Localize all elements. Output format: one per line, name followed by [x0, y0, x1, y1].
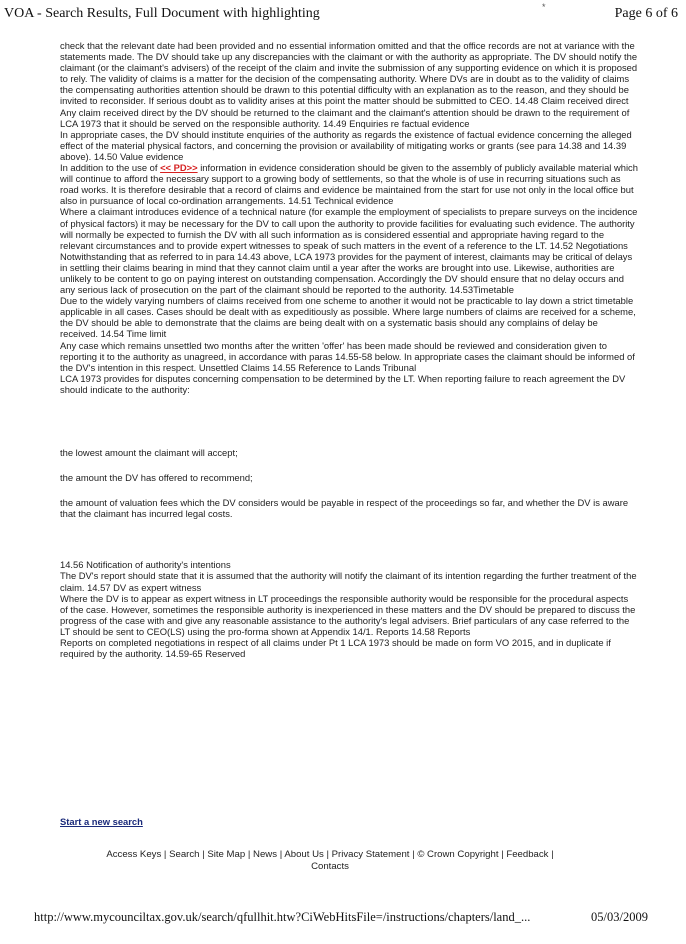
- paragraph: Due to the widely varying numbers of claims received from one scheme to another it would not be practicable to lay down a strict timetable applicable in all cases. Cases should be dealt with as expeditiously as possible. Where large numbers of claims are received for a scheme, the DV should be able to demonstrate that the claims are being dealt with on a systematic basis should any complains of delay be received. 14.54 Time limit: [60, 295, 636, 340]
- page-url: http://www.mycounciltax.gov.uk/search/qfullhit.htw?CiWebHitsFile=/instructions/chapters/land_...: [34, 910, 531, 924]
- separator: |: [161, 849, 170, 860]
- list-item: the amount of valuation fees which the DV considers would be payable in respect of the proceedings so far, and whether the DV is aware that the claimant has incurred legal costs.: [60, 497, 629, 520]
- footer-nav: [40, 849, 620, 873]
- footer-link-news[interactable]: News: [253, 849, 278, 860]
- document-title: VOA - Search Results, Full Document with highlighting: [4, 6, 320, 21]
- paragraph: The DV's report should state that it is assumed that the authority will notify the claimant of its intention regarding the further treatment of the claim. 14.57 DV as expert witness: [60, 570, 637, 593]
- pd-highlight-link[interactable]: << PD>>: [160, 162, 198, 174]
- footer-link-privacy[interactable]: Privacy Statement: [331, 849, 410, 860]
- paragraph: [60, 162, 638, 206]
- paragraph-text: In addition to the use of: [60, 162, 161, 174]
- print-header: [4, 6, 682, 24]
- footer-link-access-keys[interactable]: Access Keys: [106, 849, 162, 860]
- page-indicator: Page 6 of 6: [614, 6, 678, 21]
- paragraph: Where a claimant introduces evidence of a technical nature (for example the employment of specialists to prepare surveys on the incidence of physical factors) it may be necessary for the DV to call upon the authority to provide facilities for evaluating such evidence. The authority will normally be expected to furnish the DV with all such information as is considered essential and appropriate having regard to the relevant circumstances and to provide expert witnesses to speak of such matters in the event of a reference to the LT. 14.52 Negotiations: [60, 206, 638, 251]
- paragraph: Any case which remains unsettled two months after the written 'offer' has been made should be reviewed and consideration given to reporting it to the authority as unagreed, in accordance with paras 14.55-58 below. In appropriate cases the claimant should be informed of the DV's intention in this respect. Unsettled Claims 14.55 Reference to Lands Tribunal: [60, 339, 635, 373]
- paragraph: Notwithstanding that as referred to in para 14.43 above, LCA 1973 provides for the payment of interest, claimants may be critical of delays in settling their claims bearing in mind that they cannot claim until a year after the works are brought into use. Likewise, authorities are unlikely to be content to go on paying interest on outstanding compensation. Accordingly the DV should ensure that no delay occurs and any serious lack of prosecution on the part of the claimant should be reported to the authority. 14.53Timetable: [60, 250, 633, 296]
- separator: |: [409, 849, 418, 860]
- document-body: [60, 40, 638, 659]
- separator: |: [548, 849, 554, 860]
- footer-link-site-map[interactable]: Site Map: [207, 849, 246, 860]
- paragraph: LCA 1973 provides for disputes concerning compensation to be determined by the LT. When reporting failure to reach agreement the DV should indicate to the authority:: [60, 372, 626, 395]
- list-item: the amount the DV has offered to recommend;: [60, 472, 253, 484]
- paragraph: check that the relevant date had been provided and no essential information omitted and that the office records are not at variance with the statements made. The DV should take up any discrepancies with the claimant or with the authority as appropriate. The DV should notify the claimant (or the claimant's advisers) of the receipt of the claim and invite the submission of any supporting evidence on which it is proposed to rely. The validity of claims is a matter for the decision of the compensating authority. Where DVs are in doubt as to the validity of claims the compensating authorities attention should be drawn to this potential difficulty with an explanation as to the reason, and they should be invited to reconsider. If serious doubt as to validity arises at this point the matter should be submitted to CEO. 14.48 Claim received direct: [60, 40, 638, 107]
- print-date: 05/03/2009: [591, 910, 648, 924]
- spacer: [60, 395, 638, 447]
- spacer: [60, 458, 638, 472]
- paragraph-text: information in evidence consideration should be given to the assembly of publicly available material which will continue to afford the necessary support to a growing body of settlements, so that the whole is of use in recurring situations such as road works. It is therefore desirable that a record of claims and evidence be maintained from the start for use not only in the local office but also in pursuance of local co-ordination arrangements. 14.51 Technical evidence: [60, 162, 638, 207]
- footer-link-feedback[interactable]: Feedback: [506, 849, 549, 860]
- section-heading: 14.56 Notification of authority's intentions: [60, 559, 231, 571]
- separator: |: [277, 849, 285, 860]
- paragraph: In appropriate cases, the DV should institute enquiries of the authority as regards the existence of factual evidence concerning the alleged effect of the material physical factors, and concerning the provision or availability of mitigating works or grants (see para 14.38 and 14.39 above). 14.50 Value evidence: [60, 128, 632, 162]
- footer-link-crown-copyright[interactable]: © Crown Copyright: [417, 849, 499, 860]
- separator: |: [245, 849, 254, 860]
- start-new-search-link[interactable]: Start a new search: [60, 816, 143, 827]
- list-item: the lowest amount the claimant will accept;: [60, 447, 238, 458]
- separator: |: [199, 849, 208, 860]
- separator: |: [323, 849, 332, 860]
- footer-link-about-us[interactable]: About Us: [284, 849, 324, 860]
- scan-mark: *: [542, 2, 546, 12]
- paragraph: Reports on completed negotiations in respect of all claims under Pt 1 LCA 1973 should be made on form VO 2015, and in duplicate if required by the authority. 14.59-65 Reserved: [60, 637, 611, 660]
- footer-link-search[interactable]: Search: [169, 849, 200, 860]
- paragraph: Where the DV is to appear as expert witness in LT proceedings the responsible authority would be responsible for the procedural aspects of the case. However, sometimes the responsible authority is inexperienced in these matters and the DV should be prepared to discuss the progress of the case with and give any reasonable assistance to the authority's legal advisers. Brief particulars of any case referred to the LT should be sent to CEO(LS) using the pro-forma shown at Appendix 14/1. Reports 14.58 Reports: [60, 592, 636, 637]
- separator: |: [498, 849, 507, 860]
- footer-link-contacts[interactable]: Contacts: [311, 861, 349, 872]
- paragraph: Any claim received direct by the DV should be returned to the claimant and the claimant's attention should be drawn to the requirement of LCA 1973 that it should be served on the responsible authority. 14.49 Enquiries re factual evidence: [60, 106, 630, 129]
- spacer: [60, 519, 638, 559]
- print-footer: [34, 910, 664, 928]
- spacer: [60, 483, 638, 497]
